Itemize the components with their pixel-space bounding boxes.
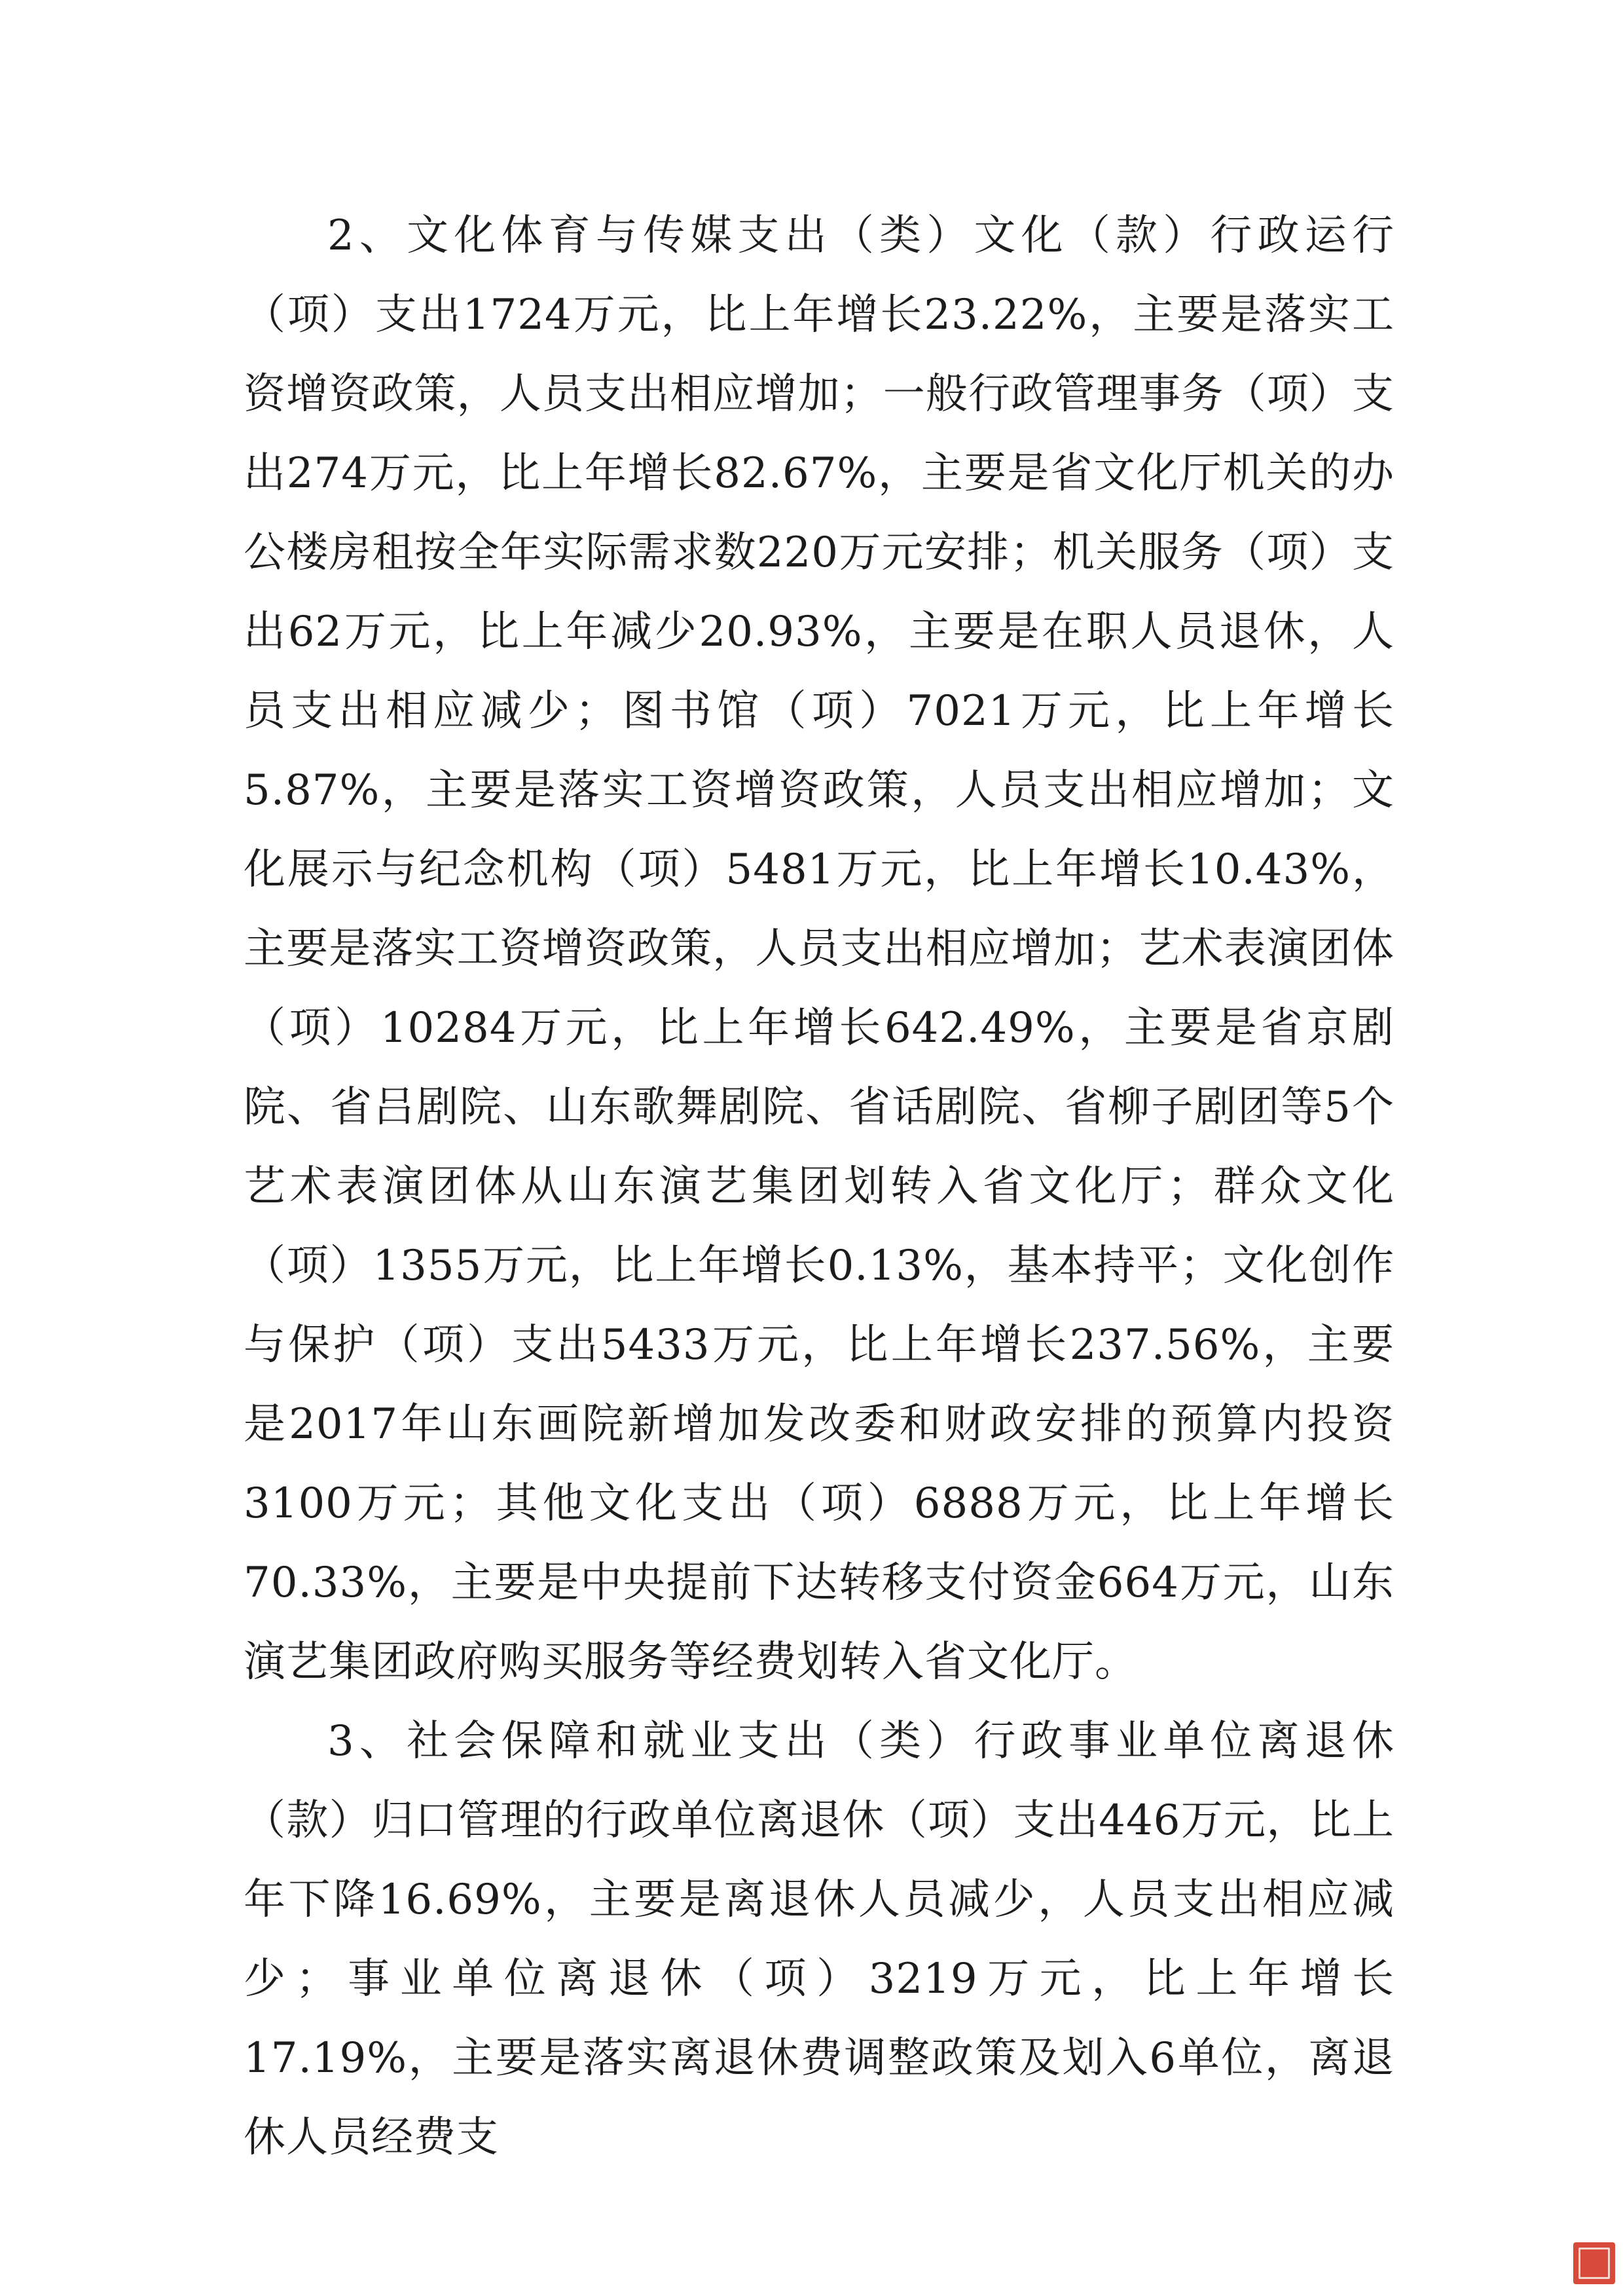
paragraph-social-security-expenditure: 3、社会保障和就业支出（类）行政事业单位离退休（款）归口管理的行政单位离退休（项）支出446万元，比上年下降16.69%，主要是离退休人员减少，人员支出相应减少；事业单位离退休（项）3219万元，比上年增长17.19%，主要是落实离退休费调整政策及划入6单位，离退休人员经费支 — [244, 1717, 1395, 2162]
red-seal-icon — [1573, 2242, 1615, 2284]
seal-inner-border — [1578, 2248, 1610, 2279]
document-body — [244, 196, 1395, 2177]
paragraph-culture-media-expenditure: 2、文化体育与传媒支出（类）文化（款）行政运行（项）支出1724万元，比上年增长23.22%，主要是落实工资增资政策，人员支出相应增加；一般行政管理事务（项）支出274万元，比上年增长82.67%，主要是省文化厅机关的办公楼房租按全年实际需求数220万元安排；机关服务（项）支出62万元，比上年减少20.93%，主要是在职人员退休，人员支出相应减少；图书馆（项）7021万元，比上年增长5.87%，主要是落实工资增资政策，人员支出相应增加；文化展示与纪念机构（项）5481万元，比上年增长10.43%，主要是落实工资增资政策，人员支出相应增加；艺术表演团体（项）10284万元，比上年增长642.49%，主要是省京剧院、省吕剧院、山东歌舞剧院、省话剧院、省柳子剧团等5个艺术表演团体从山东演艺集团划转入省文化厅；群众文化（项）1355万元，比上年增长0.13%，基本持平；文化创作与保护（项）支出5433万元，比上年增长237.56%，主要是2017年山东画院新增加发改委和财政安排的预算内投资3100万元；其他文化支出（项）6888万元，比上年增长70.33%，主要是中央提前下达转移支付资金664万元，山东演艺集团政府购买服务等经费划转入省文化厅。 — [244, 212, 1395, 1686]
